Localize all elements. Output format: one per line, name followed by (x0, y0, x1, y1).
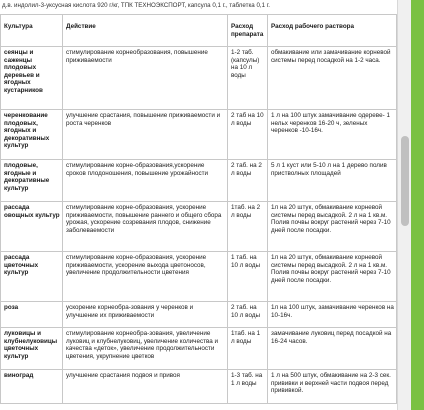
column-header-crop: Культура (1, 15, 63, 47)
crop-cell: рассада овощных культур (1, 202, 63, 252)
solution-cell: замачивание луковиц перед посадкой на 16-24 часов. (268, 328, 397, 370)
action-cell: стимулирование корне-образования,ускорение сроков плодоношения, повышение урожайности (63, 160, 228, 202)
action-cell: стимулирование корне-образования, ускорение приживаемости, ускорение выхода цветоносов, увеличение продолжительности цветения (63, 252, 228, 302)
solution-cell: 1 л на 100 штук замачивание одеревe- 1 нельх черенков 16-20 ч, зеленых черенков -10-16ч. (268, 110, 397, 160)
product-description: д.в. индолил-3-уксусная кислота 920 г/кг, ТПК ТЕХНОЭКСПОРТ, капсула 0,1 г., таблетка 0,1 г. (2, 2, 271, 9)
action-cell: улучшение срастания, повышение приживаемости и роста черенков (63, 110, 228, 160)
dose-cell: 1таб. на 1 л воды (228, 328, 268, 370)
action-cell: улучшение срастания подвоя и привоя (63, 370, 228, 404)
crop-cell: виноград (1, 370, 63, 404)
crop-cell: сеянцы и саженцы плодовых деревьев и ягодных кустарников (1, 47, 63, 110)
table-row (1, 202, 397, 252)
dose-cell: 2 таб. на 2 л воды (228, 160, 268, 202)
dose-cell: 2 таб на 10 л воды (228, 110, 268, 160)
table-row (1, 302, 397, 328)
action-cell: стимулирование корне-образования, ускорение приживаемости, повышение раннего и общего сбора урожая, ускорение созревания плодов, снижение заболеваемости (63, 202, 228, 252)
solution-cell: 1 л на 500 штук, обмакивание на 2-3 сек. прививки и верхней части подвоя перед прививкой. (268, 370, 397, 404)
column-header-solution: Расход рабочего раствора (268, 15, 397, 47)
crop-cell: рассада цветочных культур (1, 252, 63, 302)
solution-cell: обмакивание или замачивание корневой системы перед посадкой на 1-2 часа. (268, 47, 397, 110)
dose-cell: 1 таб. на 10 л воды (228, 252, 268, 302)
table-row (1, 328, 397, 370)
table-row (1, 370, 397, 404)
dose-cell: 1-3 таб. на 1 л воды (228, 370, 268, 404)
solution-cell: 1л на 20 штук, обмакивание корневой системы перед высадкой. 2 л на 1 кв.м. Полив почвы вокруг растений через 7-10 дней после посадки. (268, 202, 397, 252)
table-header-row (1, 15, 397, 47)
action-cell: ускорение корнеобра-зования у черенков и улучшение их приживаемости (63, 302, 228, 328)
solution-cell: 1л на 100 штук, замачивание черенков на 10-16ч. (268, 302, 397, 328)
crop-cell: черенкование плодовых, ягодных и декоративных культур (1, 110, 63, 160)
solution-cell: 1л на 20 штук, обмакивание корневой системы перед высадкой. 2 л на 1 кв.м. Полив почвы вокруг растений через 7-10 дней после посадки. (268, 252, 397, 302)
crop-cell: плодовые, ягодные и декоративные культур (1, 160, 63, 202)
column-header-action: Действие (63, 15, 228, 47)
crop-cell: луковицы и клубнелуковицы цветочных культур (1, 328, 63, 370)
usage-table (0, 14, 397, 404)
table-row (1, 47, 397, 110)
column-header-dose: Расход препарата (228, 15, 268, 47)
dose-cell: 1таб. на 2 л воды (228, 202, 268, 252)
dose-cell: 1-2 таб. (капсулы) на 10 л воды (228, 47, 268, 110)
solution-cell: 5 л 1 куст или 5-10 л на 1 дерево полив пристволных площадей (268, 160, 397, 202)
dose-cell: 2 таб. на 10 л воды (228, 302, 268, 328)
vertical-scrollbar[interactable] (397, 0, 412, 410)
table-row (1, 110, 397, 160)
action-cell: стимулирование корнеобразования, повышение приживаемости (63, 47, 228, 110)
scrollbar-thumb[interactable] (401, 136, 409, 226)
table-row (1, 252, 397, 302)
table-row (1, 160, 397, 202)
crop-cell: роза (1, 302, 63, 328)
action-cell: стимулирование корнеобра-зования, увеличение луковиц и клубнелуковиц, увеличение количества и качества «деток», увеличение продолжительности цветения, укрупнение цветков (63, 328, 228, 370)
green-side-strip (411, 0, 424, 410)
